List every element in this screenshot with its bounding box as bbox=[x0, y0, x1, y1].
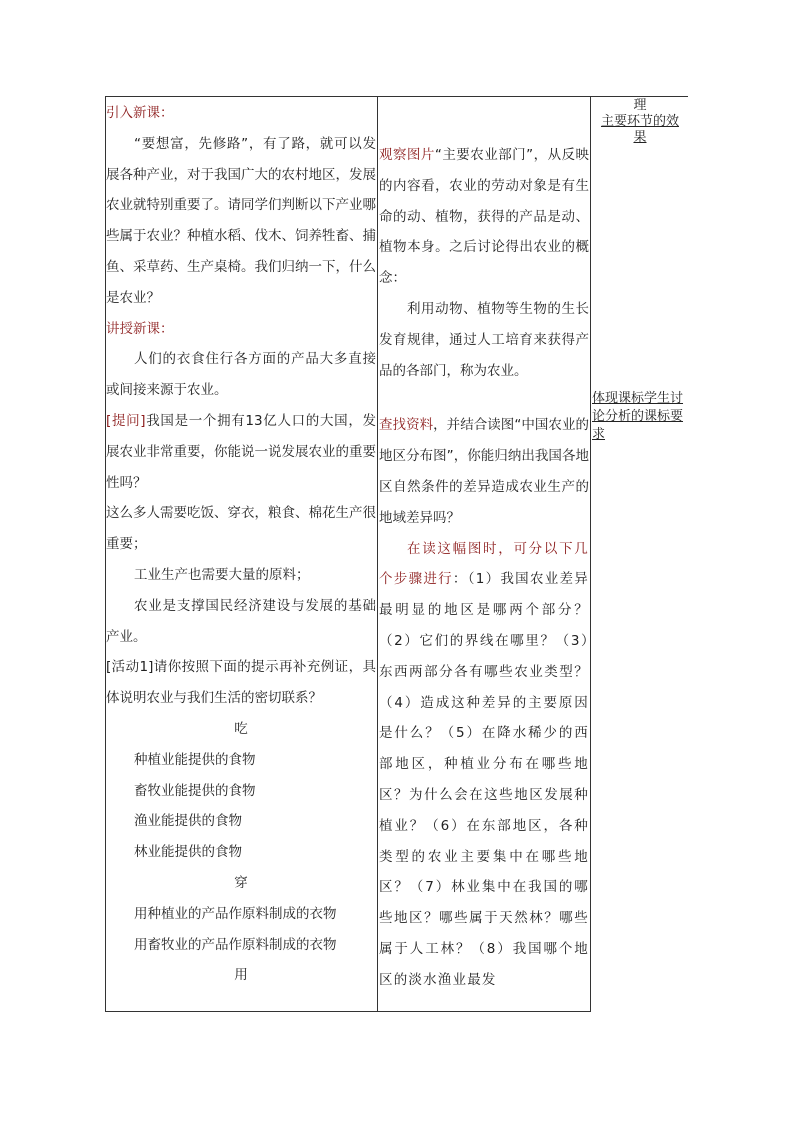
eat-label: 吃 bbox=[234, 720, 248, 737]
intent-note: 体现课标学生讨论分析的课标要求 bbox=[592, 391, 684, 442]
search-paragraph bbox=[379, 410, 589, 533]
para-industry: 工业生产也需要大量的原料； bbox=[134, 566, 310, 583]
intent-top-char: 理 bbox=[633, 98, 647, 113]
question-text: 我国是一个拥有13亿人口的大国，发展农业非常重要，你能说一说发展农业的重要性吗？ bbox=[106, 412, 376, 491]
activity-text: [活动1]请你按照下面的提示再补充例证，具体说明农业与我们生活的密切联系？ bbox=[106, 659, 376, 707]
search-text: ，并结合读图“中国农业的地区分布图”，你能归纳出我国各地区自然条件的差异造成农业生产的地域差异吗？ bbox=[379, 417, 590, 526]
table-border-bottom bbox=[105, 1011, 591, 1012]
steps-paragraph bbox=[379, 534, 589, 996]
activity-column bbox=[379, 140, 589, 996]
observe-text: “主要农业部门”，从反映的内容看，农业的劳动对象是有生命的动、植物，获得的产品是动、植物本身。之后讨论得出农业的概念： bbox=[379, 147, 589, 287]
question-paragraph bbox=[106, 406, 376, 498]
para-basis: 农业是支撑国民经济建设与发展的基础产业。 bbox=[106, 597, 376, 645]
lecture-heading: 讲授新课： bbox=[106, 320, 174, 337]
intent-top-line2: 果 bbox=[633, 130, 647, 145]
intent-column bbox=[592, 98, 688, 442]
search-tag: 查找资料 bbox=[379, 417, 434, 434]
observe-tag: 观察图片 bbox=[379, 147, 435, 163]
question-tag: [提问] bbox=[106, 412, 146, 429]
intent-top-line1: 主要环节的效 bbox=[600, 114, 679, 129]
table-border-mid1 bbox=[377, 96, 378, 1012]
definition-text: 利用动物、植物等生物的生长发育规律，通过人工培育来获得产品的各部门，称为农业。 bbox=[379, 300, 589, 379]
table-border-top bbox=[105, 96, 688, 97]
steps-tag: 在读这幅图时，可分以下几个步骤进行 bbox=[379, 540, 589, 588]
intro-heading: 引入新课： bbox=[106, 105, 174, 121]
para-food: 这么多人需要吃饭、穿衣，粮食、棉花生产很重要； bbox=[106, 505, 376, 553]
eat-item: 渔业能提供的食物 bbox=[134, 813, 242, 830]
use-label: 用 bbox=[234, 967, 248, 984]
observe-paragraph bbox=[379, 140, 589, 294]
intro-body: “要想富，先修路”，有了路，就可以发展各种产业，对于我国广大的农村地区，发展农业就特别重要了。请同学们判断以下产业哪些属于农业？种植水稻、伐木、饲养牲畜、捕鱼、采草药、生产桌椅。我们归纳一下，什么是农业？ bbox=[106, 135, 376, 306]
wear-item: 用畜牧业的产品作原料制成的衣物 bbox=[134, 936, 337, 953]
eat-item: 种植业能提供的食物 bbox=[134, 751, 256, 768]
eat-item: 畜牧业能提供的食物 bbox=[134, 782, 256, 799]
steps-text: ：（1）我国农业差异最明显的地区是哪两个部分？（2）它们的界线在哪里？（3）东西两部分各有哪些农业类型？（4）造成这种差异的主要原因是什么？（5）在降水稀少的西部地区，种植业分布在哪些地区？为什么会在这些地区发展种植业？（6）在东部地区，各种类型的农业主要集中在哪些地区？（7）林业集中在我国的哪些地区？哪些属于天然林？哪些属于人工林？（8）我国哪个地区的淡水渔业最发 bbox=[379, 571, 590, 988]
eat-item: 林业能提供的食物 bbox=[134, 844, 242, 861]
table-border-mid2 bbox=[590, 96, 591, 1012]
wear-label: 穿 bbox=[234, 874, 248, 891]
lecture-body: 人们的衣食住行各方面的产品大多直接或间接来源于农业。 bbox=[106, 351, 376, 399]
wear-item: 用种植业的产品作原料制成的衣物 bbox=[134, 905, 337, 922]
lesson-column bbox=[106, 98, 376, 991]
